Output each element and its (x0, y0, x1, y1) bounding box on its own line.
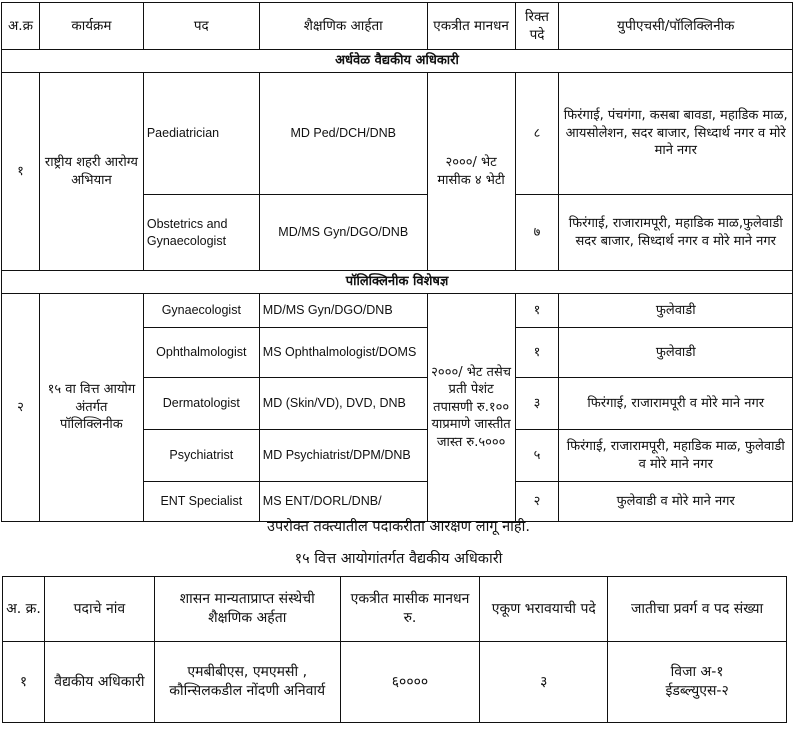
post-name: Dermatologist (143, 378, 259, 430)
table-header-row (2, 3, 793, 50)
post-qualification: MD Psychiatrist/DPM/DNB (259, 430, 427, 482)
post-location: फुलेवाडी (559, 328, 793, 378)
post-name: Paediatrician (143, 73, 259, 195)
row-qualification: एमबीबीएस, एमएमसी , कौन्सिलकडील नोंदणी अनिवार्य (154, 642, 340, 723)
post-location: फिरंगाई, पंचगंगा, कसबा बावडा, महाडिक माळ, आयसोलेशन, सदर बाजार, सिध्दार्थ नगर व मोरे माने नगर (559, 73, 793, 195)
header-sr: अ. क्र. (3, 577, 45, 642)
row-sr: १ (2, 73, 40, 271)
header-post: पदाचे नांव (44, 577, 154, 642)
table-row (3, 642, 787, 723)
post-vacancies: १ (515, 328, 559, 378)
table-header-row (3, 577, 787, 642)
post-name: Obstetrics and Gynaecologist (143, 195, 259, 271)
reservation-note: उपरोक्त तक्त्यातील पदाकरीता आरक्षण लागू नाही. (267, 519, 530, 535)
medical-officer-table (2, 576, 787, 723)
table-row (2, 294, 793, 328)
post-qualification: MS ENT/DORL/DNB/ (259, 482, 427, 522)
post-qualification: MD (Skin/VD), DVD, DNB (259, 378, 427, 430)
post-location: फुलेवाडी व मोरे माने नगर (559, 482, 793, 522)
row-total: ३ (480, 642, 608, 723)
header-qualification: शासन मान्यताप्राप्त संस्थेची शैक्षणिक अर्हता (154, 577, 340, 642)
section-row (2, 50, 793, 73)
row-sr: २ (2, 294, 40, 522)
post-vacancies: २ (515, 482, 559, 522)
header-vacancies: रिक्त पदे (515, 3, 559, 50)
header-sr: अ.क्र (2, 3, 40, 50)
row-pay: ६०००० (340, 642, 480, 723)
post-qualification: MD Ped/DCH/DNB (259, 73, 427, 195)
row-category (608, 642, 787, 723)
post-name: ENT Specialist (143, 482, 259, 522)
post-vacancies: ८ (515, 73, 559, 195)
header-qualification: शैक्षणिक आर्हता (259, 3, 427, 50)
header-post: पद (143, 3, 259, 50)
post-qualification: MD/MS Gyn/DGO/DNB (259, 195, 427, 271)
header-program: कार्यक्रम (39, 3, 143, 50)
table-row (2, 73, 793, 195)
row-program: १५ वा वित्त आयोग अंतर्गत पॉलिक्लिनीक (39, 294, 143, 522)
section-row (2, 271, 793, 294)
post-vacancies: ५ (515, 430, 559, 482)
post-vacancies: १ (515, 294, 559, 328)
row-program: राष्ट्रीय शहरी आरोग्य अभियान (39, 73, 143, 271)
row-post: वैद्यकीय अधिकारी (44, 642, 154, 723)
section-title-parttime: अर्धवेळ वैद्यकीय अधिकारी (2, 50, 793, 73)
post-name: Gynaecologist (143, 294, 259, 328)
row-sr: १ (3, 642, 45, 723)
header-pay: एकत्रीत मानधन (427, 3, 515, 50)
specialist-table (1, 2, 793, 522)
post-vacancies: ३ (515, 378, 559, 430)
post-name: Psychiatrist (143, 430, 259, 482)
post-vacancies: ७ (515, 195, 559, 271)
post-location: फुलेवाडी (559, 294, 793, 328)
row-pay: २०००/ भेट मासीक ४ भेटी (427, 73, 515, 271)
category-line-2: ईडब्ल्युएस-२ (665, 683, 729, 699)
post-location: फिरंगाई, राजारामपूरी, महाडिक माळ, फुलेवाडी व मोरे माने नगर (559, 430, 793, 482)
header-category: जातीचा प्रवर्ग व पद संख्या (608, 577, 787, 642)
post-location: फिरंगाई, राजारामपूरी व मोरे माने नगर (559, 378, 793, 430)
section-title-polyclinic: पॉलिक्लिनीक विशेषज्ञ (2, 271, 793, 294)
post-location: फिरंगाई, राजारामपूरी, महाडिक माळ,फुलेवाडी सदर बाजार, सिध्दार्थ नगर व मोरे माने नगर (559, 195, 793, 271)
header-location: युपीएचसी/पॉलिक्लिनीक (559, 3, 793, 50)
header-pay: एकत्रीत मासीक मानधन रु. (340, 577, 480, 642)
post-qualification: MD/MS Gyn/DGO/DNB (259, 294, 427, 328)
post-name: Ophthalmologist (143, 328, 259, 378)
post-qualification: MS Ophthalmologist/DOMS (259, 328, 427, 378)
category-line-1: विजा अ-१ (670, 664, 724, 681)
table2-title: १५ वित्त आयोगांतर्गत वैद्यकीय अधिकारी (294, 551, 503, 567)
header-total-posts: एकूण भरावयाची पदे (480, 577, 608, 642)
row-pay: २०००/ भेट तसेच प्रती पेशंट तपासणी रु.१०० याप्रमाणे जास्तीत जास्त रु.५००० (427, 294, 515, 522)
